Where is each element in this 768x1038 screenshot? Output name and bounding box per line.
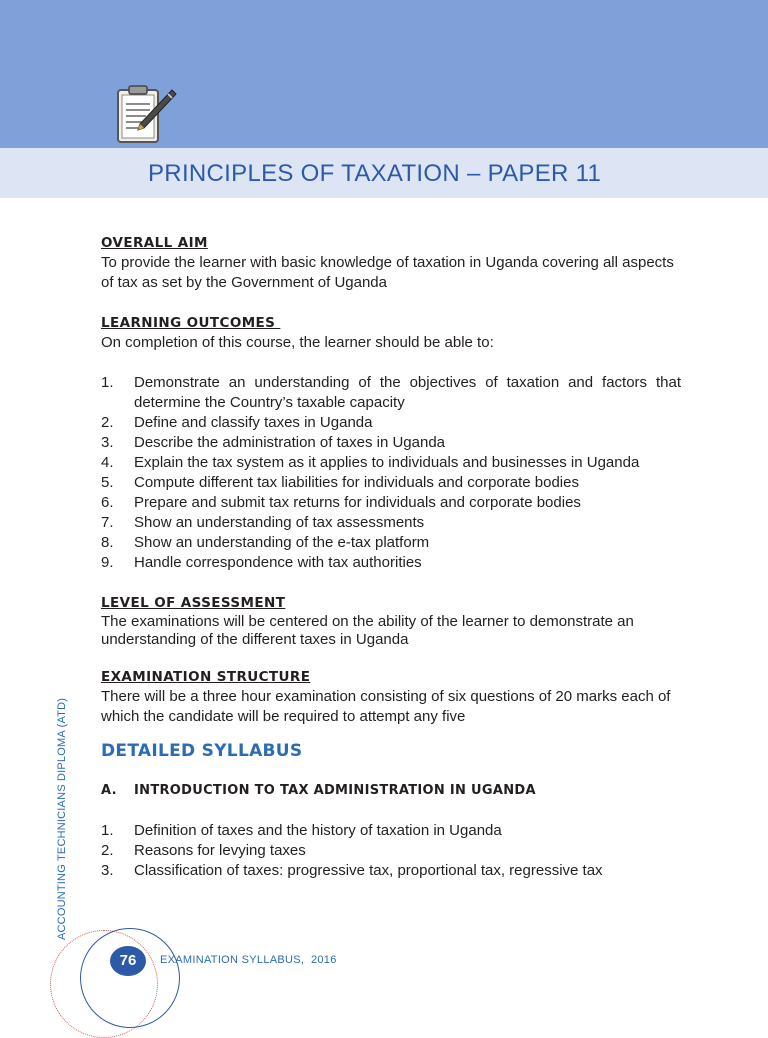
learning-outcomes-list <box>101 373 681 573</box>
examination-structure-heading: EXAMINATION STRUCTURE <box>101 669 311 685</box>
list-item <box>101 413 681 433</box>
overall-aim-text: To provide the learner with basic knowledge of taxation in Uganda covering all aspects of tax as set by the Government of Uganda <box>101 254 674 291</box>
item-text: Show an understanding of the e-tax platform <box>134 534 430 551</box>
list-item <box>101 433 681 453</box>
level-of-assessment-section <box>101 593 681 649</box>
examination-structure-section <box>101 667 681 727</box>
item-number: 4. <box>101 454 114 471</box>
item-number: 7. <box>101 514 114 531</box>
examination-structure-text: There will be a three hour examination consisting of six questions of 20 marks each of which the candidate will be required to attempt any five <box>101 688 671 725</box>
learning-outcomes-section <box>101 313 681 573</box>
list-item <box>101 453 681 473</box>
syllabus-list <box>101 821 681 881</box>
level-of-assessment-text: The examinations will be centered on the ability of the learner to demonstrate an understanding of the different taxes in Uganda <box>101 613 634 648</box>
item-text: Handle correspondence with tax authorities <box>134 554 422 571</box>
list-item <box>101 493 681 513</box>
detailed-syllabus-heading: DETAILED SYLLABUS <box>101 741 303 761</box>
item-number: 1. <box>101 822 114 839</box>
list-item <box>101 861 681 881</box>
item-text: Definition of taxes and the history of taxation in Uganda <box>134 822 502 839</box>
main-content <box>101 233 681 881</box>
item-text: Classification of taxes: progressive tax, proportional tax, regressive tax <box>134 862 603 879</box>
item-number: 2. <box>101 842 114 859</box>
footer-solid-circle <box>80 928 180 1028</box>
item-text: Describe the administration of taxes in Uganda <box>134 434 446 451</box>
section-title: INTRODUCTION TO TAX ADMINISTRATION IN UGANDA <box>134 783 536 798</box>
learning-outcomes-intro: On completion of this course, the learner should be able to: <box>101 334 494 351</box>
item-text: Prepare and submit tax returns for individuals and corporate bodies <box>134 494 581 511</box>
list-item <box>101 553 681 573</box>
item-text: Reasons for levying taxes <box>134 842 306 859</box>
learning-outcomes-heading: LEARNING OUTCOMES <box>101 315 281 331</box>
detailed-syllabus-section <box>101 741 681 881</box>
item-number: 9. <box>101 554 114 571</box>
overall-aim-heading: OVERALL AIM <box>101 235 208 251</box>
item-number: 1. <box>101 374 114 391</box>
sidebar-vertical-text: ACCOUNTING TECHNICIANS DIPLOMA (ATD) <box>56 697 68 940</box>
item-text: Compute different tax liabilities for individuals and corporate bodies <box>134 474 579 491</box>
section-a-title <box>101 781 681 801</box>
item-number: 2. <box>101 414 114 431</box>
item-number: 8. <box>101 534 114 551</box>
item-number: 3. <box>101 434 114 451</box>
item-number: 5. <box>101 474 114 491</box>
list-item <box>101 373 681 413</box>
list-item <box>101 473 681 493</box>
item-text: Show an understanding of tax assessments <box>134 514 425 531</box>
item-text: Demonstrate an understanding of the objectives of taxation and factors that determine the Country’s taxable capacity <box>134 374 681 411</box>
section-letter: A. <box>101 783 117 798</box>
footer-text: EXAMINATION SYLLABUS, 2016 <box>160 954 337 966</box>
list-item <box>101 821 681 841</box>
item-number: 6. <box>101 494 114 511</box>
item-number: 3. <box>101 862 114 879</box>
page-title: PRINCIPLES OF TAXATION – PAPER 11 <box>148 160 602 187</box>
item-text: Define and classify taxes in Uganda <box>134 414 373 431</box>
list-item <box>101 513 681 533</box>
clipboard-pen-icon <box>112 82 178 146</box>
item-text: Explain the tax system as it applies to individuals and businesses in Uganda <box>134 454 640 471</box>
list-item <box>101 533 681 553</box>
overall-aim-section <box>101 233 681 293</box>
list-item <box>101 841 681 861</box>
level-of-assessment-heading: LEVEL OF ASSESSMENT <box>101 595 286 611</box>
page-number-badge: 76 <box>110 946 146 976</box>
